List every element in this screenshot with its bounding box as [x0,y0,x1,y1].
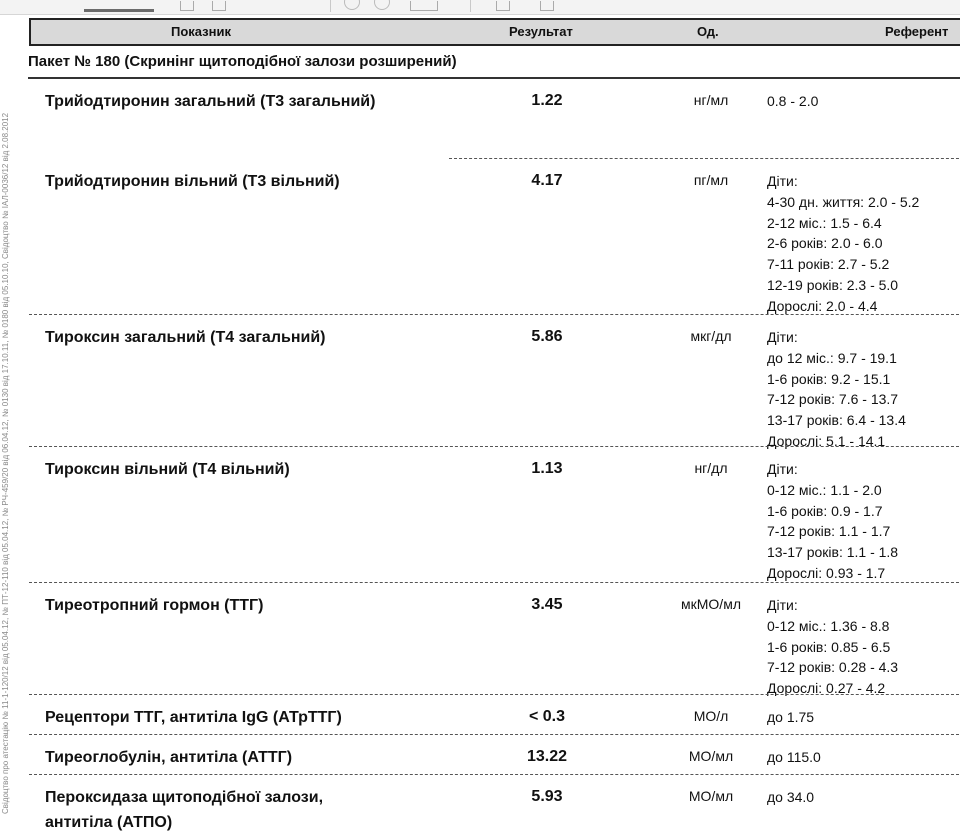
reference-line: 1-6 років: 9.2 - 15.1 [767,370,891,387]
reference-line: Дорослі: 0.27 - 4.2 [767,680,886,697]
reference-line: 1-6 років: 0.9 - 1.7 [767,502,883,519]
table-row [29,583,960,695]
unit: МО/мл [688,748,734,764]
table-row [29,735,960,775]
indicator-name: Тиреотропний гормон (ТТГ) [45,597,264,614]
reference-line: 1-6 років: 0.85 - 6.5 [767,638,891,655]
result-value: < 0.3 [528,708,566,725]
reference-line: 7-11 років: 2.7 - 5.2 [767,256,890,273]
indicator-name: Пероксидаза щитоподібної залози, антитіла (АТПО) [45,789,324,831]
toolbar-divider [330,0,331,12]
result-value: 1.22 [531,92,563,109]
reference-line: Дорослі: 0.93 - 1.7 [767,564,886,581]
page-number-field[interactable] [410,1,438,11]
table-header [29,18,960,46]
reference-line: 7-12 років: 1.1 - 1.7 [767,523,891,540]
table-row [29,695,960,735]
result-value: 3.45 [531,596,563,613]
indicator-name: Трийодтиронин вільний (Т3 вільний) [45,173,340,190]
reference-range [767,171,919,317]
unit: нг/дл [694,460,728,476]
header-reference: Референт [885,24,949,39]
reference-line: Дорослі: 5.1 - 14.1 [767,432,886,449]
side-certificate-stamp [0,14,12,816]
header-unit: Од. [697,24,719,39]
table-row [29,775,960,835]
zoom-out-icon[interactable] [344,0,360,10]
reference-range [767,459,898,584]
reference-line: до 34.0 [767,789,815,805]
unit: мкг/дл [690,328,732,344]
side-stamp-text: Свідоцтво про атестацію № 11-1-120/12 від 05.04.12, № ПТ-12-110 від 05.04.12, № РЧ-459/20 від 06.04.12, № 0130 від 17.10.11, № 0180 від 05.10.10, Свідоцтво № ІАЛ-0036/12 від 2.08.2012 [1,112,10,814]
result-value: 13.22 [526,748,568,765]
reference-line: Діти: [767,461,798,477]
reference-range [767,707,814,728]
reference-line: Дорослі: 2.0 - 4.4 [767,297,878,314]
reference-line: 0-12 міс.: 1.36 - 8.8 [767,617,890,634]
header-indicator: Показник [171,24,231,39]
zoom-in-icon[interactable] [374,0,390,10]
result-value: 4.17 [531,172,563,189]
reference-line: 0.8 - 2.0 [767,93,819,109]
indicator-name: Тироксин загальний (Т4 загальний) [45,329,326,346]
reference-range [767,91,818,112]
reference-line: 2-6 років: 2.0 - 6.0 [767,235,883,252]
toolbar [0,0,960,15]
reference-line: до 1.75 [767,709,815,725]
save-icon[interactable] [212,1,226,11]
reference-line: 12-19 років: 2.3 - 5.0 [767,276,899,293]
print-icon[interactable] [540,1,554,11]
lab-report [29,18,960,835]
unit: мкМО/мл [681,596,741,612]
reference-range [767,787,814,808]
unit: МО/мл [688,788,734,804]
indicator-name: Тироксин вільний (Т4 вільний) [45,461,290,478]
reference-line: до 115.0 [767,749,821,765]
reference-line: Діти: [767,329,798,345]
table-row [29,159,960,315]
table-row [29,315,960,447]
reference-line: Діти: [767,597,798,613]
result-value: 5.86 [531,328,563,345]
reference-line: Діти: [767,173,798,189]
reference-line: 7-12 років: 7.6 - 13.7 [767,391,899,408]
active-tab-indicator[interactable] [84,9,154,12]
reference-range [767,327,906,452]
reference-line: до 12 міс.: 9.7 - 19.1 [767,349,897,366]
reference-range [767,747,821,768]
unit: нг/мл [693,92,729,108]
reference-line: 7-12 років: 0.28 - 4.3 [767,659,899,676]
page-icon[interactable] [180,1,194,11]
reference-line: 0-12 міс.: 1.1 - 2.0 [767,481,882,498]
table-row [29,447,960,583]
result-value: 1.13 [531,460,563,477]
reference-line: 13-17 років: 6.4 - 13.4 [767,412,906,429]
reference-line: 2-12 міс.: 1.5 - 6.4 [767,214,882,231]
reference-line: 13-17 років: 1.1 - 1.8 [767,544,899,561]
reference-line: 4-30 дн. життя: 2.0 - 5.2 [767,193,920,210]
table-row [29,79,960,159]
result-value: 5.93 [531,788,563,805]
indicator-name: Тиреоглобулін, антитіла (АТТГ) [45,749,293,766]
unit: пг/мл [693,172,729,188]
unit: МО/л [693,708,729,724]
reference-range [767,595,898,699]
indicator-name: Рецептори ТТГ, антитіла IgG (АТрТТГ) [45,709,342,726]
download-icon[interactable] [496,1,510,11]
header-result: Результат [509,24,573,39]
indicator-name: Трийодтиронин загальний (Т3 загальний) [45,93,376,110]
package-title: Пакет № 180 (Скринінг щитоподібної залози розширений) [28,46,960,79]
toolbar-divider [470,0,471,12]
